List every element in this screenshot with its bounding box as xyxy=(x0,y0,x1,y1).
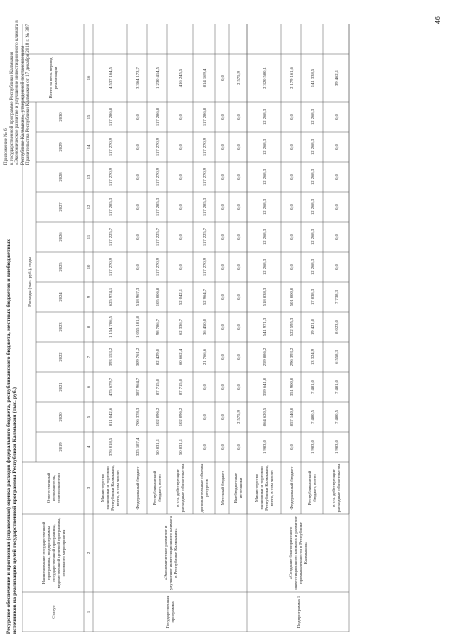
header-year: 2024 xyxy=(57,292,63,302)
row-value: 0,0 xyxy=(288,264,294,270)
row-value: 0,0 xyxy=(235,114,241,120)
row-value: 351 900,0 xyxy=(288,377,294,397)
row-value: 7 481,0 xyxy=(309,380,315,394)
row-status: Государственная программа xyxy=(165,595,175,629)
row-value: 0,0 xyxy=(235,144,241,150)
column-number: 3 xyxy=(86,486,91,490)
row-value: 12 268,3 xyxy=(261,168,267,186)
row-value: 6 558,3 xyxy=(333,350,339,364)
row-value: 19 421,0 xyxy=(309,318,315,336)
row-value: 0,0 xyxy=(333,114,339,120)
row-value: 522 595,3 xyxy=(288,317,294,337)
row-value: 52 964,7 xyxy=(201,288,207,306)
column-number: 12 xyxy=(86,204,91,210)
row-value: 117 270,9 xyxy=(154,137,160,157)
row-value: 2 575,9 xyxy=(235,410,241,424)
row-value: 12 268,3 xyxy=(261,228,267,246)
column-number: 1 xyxy=(86,610,91,614)
header-total: Всего за весь период реализации xyxy=(48,57,58,99)
row-executor: Республиканский бюджет, всего xyxy=(152,470,162,506)
row-value: 1 230 414,5 xyxy=(154,67,160,89)
row-value: 296 393,2 xyxy=(288,347,294,367)
header-year: 2028 xyxy=(57,172,63,182)
row-value: 0,0 xyxy=(235,384,241,390)
row-value: 0,0 xyxy=(219,384,225,390)
row-value: 475 679,7 xyxy=(107,377,113,397)
header-status: Статус xyxy=(50,605,56,619)
row-value: 8 023,0 xyxy=(333,320,339,334)
row-value: 0,0 xyxy=(288,144,294,150)
row-executor: дополнительные объемы ресурсов xyxy=(199,463,209,513)
row-value: 0,0 xyxy=(219,264,225,270)
row-value: 1 055 101,8 xyxy=(134,316,140,338)
document-title: Ресурсное обеспечение и прогнозная (справочная) оценка расходов федерального бюджета, республиканского бюджета, местных бюджетов и внебюджетных источников на реализацию целей государственной программы Республики Калмыкия (тыс. руб.) xyxy=(6,239,19,634)
column-number: 9 xyxy=(86,295,91,299)
column-number: 13 xyxy=(86,174,91,180)
header-costs-group: Расходы (тыс. руб.), годы xyxy=(26,257,32,307)
row-value: 0,0 xyxy=(219,354,225,360)
row-value: 0,0 xyxy=(235,234,241,240)
row-executor: Федеральный бюджет xyxy=(134,466,140,510)
row-value: 0,0 xyxy=(219,444,225,450)
row-value: 0,0 xyxy=(235,444,241,450)
row-value: 0,0 xyxy=(219,294,225,300)
row-value: 117 285,3 xyxy=(201,197,207,217)
row-value: 416 245,5 xyxy=(177,68,183,88)
column-number: 8 xyxy=(86,325,91,329)
row-value: 0,0 xyxy=(201,414,207,420)
row-value: 82 429,0 xyxy=(154,348,160,366)
row-value: 0,0 xyxy=(219,204,225,210)
row-value: 39 462,1 xyxy=(333,69,339,87)
row-value: 0,0 xyxy=(235,204,241,210)
row-value: 7 738,3 xyxy=(333,290,339,304)
header-executor: Ответственный исполнитель, соисполнители xyxy=(45,472,61,504)
row-value: 105 006,8 xyxy=(154,287,160,307)
row-value: 117 270,9 xyxy=(154,257,160,277)
row-name: «Создание благоприятного инвестиционного климата и развитие промышленности в Республике Калмыкия» xyxy=(288,516,308,590)
appendix-line: Республике Калмыкия», утвержденной постановлением xyxy=(20,45,26,165)
page-number: 46 xyxy=(435,16,442,24)
row-value: 12 268,3 xyxy=(309,108,315,126)
row-value: 0,0 xyxy=(134,174,140,180)
row-value: 0,0 xyxy=(333,264,339,270)
header-year: 2026 xyxy=(57,232,63,242)
appendix-line: Приложение № 6 xyxy=(4,128,9,165)
row-value: 0,0 xyxy=(177,204,183,210)
row-value: 50 831,1 xyxy=(154,438,160,456)
header-name: Наименование государственной программы, подпрограммы государственной программы, ведомственной целевой программы, основного мероприятия xyxy=(40,517,66,589)
row-value: 0,0 xyxy=(134,204,140,210)
row-value: 0,0 xyxy=(134,264,140,270)
row-value: 0,0 xyxy=(333,204,339,210)
row-value: 0,0 xyxy=(177,174,183,180)
row-value: 325 187,4 xyxy=(134,437,140,457)
row-value: 2 179 161,6 xyxy=(288,67,294,89)
row-value: 117 225,7 xyxy=(201,227,207,247)
row-value: 7 481,0 xyxy=(333,380,339,394)
row-executor: в т.ч. действующие расходные обязательства xyxy=(175,463,185,513)
appendix-line: Правительства Республики Калмыкия от 17 декабря 2018 г. № 387 xyxy=(26,23,32,165)
row-value: 0,0 xyxy=(201,444,207,450)
row-value: 706 378,3 xyxy=(134,407,140,427)
row-value: 0,0 xyxy=(219,324,225,330)
row-value: 359 641,0 xyxy=(261,377,267,397)
row-value: 0,0 xyxy=(235,354,241,360)
row-value: 102 096,2 xyxy=(177,407,183,427)
row-executor: Внебюджетные источники xyxy=(233,472,243,504)
column-number: 4 xyxy=(86,445,91,449)
row-value: 811 042,6 xyxy=(107,407,113,427)
row-value: 2 320 580,1 xyxy=(261,67,267,89)
row-value: 12 268,3 xyxy=(309,228,315,246)
appendix-line: к государственной программе Республики Калмыкия xyxy=(9,51,15,165)
row-value: 21 766,6 xyxy=(201,348,207,366)
row-value: 0,0 xyxy=(288,174,294,180)
row-value: 117 270,9 xyxy=(107,137,113,157)
row-value: 0,0 xyxy=(177,114,183,120)
row-value: 117 286,8 xyxy=(201,107,207,127)
row-value: 0,0 xyxy=(288,234,294,240)
row-value: 0,0 xyxy=(134,234,140,240)
row-value: 0,0 xyxy=(219,414,225,420)
column-number: 7 xyxy=(86,355,91,359)
row-value: 625 974,1 xyxy=(107,287,113,307)
row-value: 3 364 173,7 xyxy=(134,67,140,89)
row-value: 501 000,0 xyxy=(288,287,294,307)
row-value: 102 096,2 xyxy=(154,407,160,427)
appendix-line: «Экономическое развитие и улучшение инвестиционного климата в xyxy=(15,20,21,165)
row-value: 12 268,3 xyxy=(261,138,267,156)
row-value: 518 967,3 xyxy=(134,287,140,307)
column-number: 2 xyxy=(86,551,91,555)
header-year: 2023 xyxy=(57,322,63,332)
row-value: 13 324,9 xyxy=(309,348,315,366)
row-value: 4 537 164,5 xyxy=(107,67,113,89)
row-value: 117 270,9 xyxy=(201,167,207,187)
row-value: 62 336,7 xyxy=(177,318,183,336)
row-value: 1 154 706,5 xyxy=(107,316,113,338)
row-value: 52 042,1 xyxy=(177,288,183,306)
row-value: 12 268,3 xyxy=(309,198,315,216)
row-value: 387 964,7 xyxy=(134,377,140,397)
row-value: 814 169,4 xyxy=(201,68,207,88)
row-value: 117 286,8 xyxy=(107,107,113,127)
header-year: 2022 xyxy=(57,352,63,362)
row-value: 376 018,5 xyxy=(107,437,113,457)
column-number: 15 xyxy=(86,114,91,120)
row-executor: Местный бюджет xyxy=(219,470,225,506)
row-value: 0,0 xyxy=(219,114,225,120)
row-value: 117 286,8 xyxy=(154,107,160,127)
row-value: 117 270,9 xyxy=(154,167,160,187)
row-value: 0,0 xyxy=(219,75,225,81)
row-value: 0,0 xyxy=(219,174,225,180)
row-value: 12 268,3 xyxy=(261,258,267,276)
row-value: 0,0 xyxy=(288,444,294,450)
row-value: 309 761,2 xyxy=(134,347,140,367)
row-value: 0,0 xyxy=(333,144,339,150)
row-value: 117 270,9 xyxy=(201,137,207,157)
row-value: 0,0 xyxy=(134,144,140,150)
row-value: 12 268,3 xyxy=(309,168,315,186)
row-value: 259 886,2 xyxy=(261,347,267,367)
row-executor: Республиканский бюджет, всего xyxy=(307,470,317,506)
row-value: 0,0 xyxy=(288,114,294,120)
row-value: 12 268,3 xyxy=(261,108,267,126)
row-value: 7 480,5 xyxy=(309,410,315,424)
row-value: 518 838,3 xyxy=(261,287,267,307)
row-value: 1 983,0 xyxy=(309,440,315,454)
row-value: 17 838,3 xyxy=(309,288,315,306)
header-year: 2029 xyxy=(57,142,63,152)
header-year: 2030 xyxy=(57,112,63,122)
column-number: 5 xyxy=(86,415,91,419)
column-number: 10 xyxy=(86,264,91,270)
row-value: 117 270,9 xyxy=(107,167,113,187)
row-value: 7 480,5 xyxy=(333,410,339,424)
row-value: 117 270,9 xyxy=(107,257,113,277)
row-value: 36 450,0 xyxy=(201,318,207,336)
row-value: 60 662,4 xyxy=(177,348,183,366)
row-value: 0,0 xyxy=(177,264,183,270)
row-value: 541 971,3 xyxy=(261,317,267,337)
row-value: 117 225,7 xyxy=(154,227,160,247)
row-value: 0,0 xyxy=(333,174,339,180)
row-value: 857 140,0 xyxy=(288,407,294,427)
header-year: 2019 xyxy=(57,442,63,452)
row-value: 87 715,0 xyxy=(154,378,160,396)
row-value: 393 153,2 xyxy=(107,347,113,367)
header-year: 2027 xyxy=(57,202,63,212)
row-value: 0,0 xyxy=(134,114,140,120)
row-value: 0,0 xyxy=(333,234,339,240)
row-executor: Федеральный бюджет xyxy=(288,466,294,510)
column-number: 11 xyxy=(86,234,91,240)
row-value: 12 268,3 xyxy=(309,258,315,276)
row-value: 0,0 xyxy=(235,174,241,180)
row-value: 12 268,3 xyxy=(309,138,315,156)
row-value: 0,0 xyxy=(235,264,241,270)
row-executor: Министерство экономики и торговли Республики Калмыкия, всего, в том числе: xyxy=(100,465,120,511)
row-value: 87 715,0 xyxy=(177,378,183,396)
row-value: 1 983,0 xyxy=(333,440,339,454)
row-value: 117 270,9 xyxy=(201,257,207,277)
row-executor: Министерство экономики и торговли Республики Калмыкия, всего, в том числе: xyxy=(254,465,274,511)
row-value: 0,0 xyxy=(288,204,294,210)
row-status: Подпрограмма 1 xyxy=(295,595,301,629)
row-value: 0,0 xyxy=(235,294,241,300)
row-value: 12 268,3 xyxy=(261,198,267,216)
column-number: 14 xyxy=(86,144,91,150)
row-value: 0,0 xyxy=(177,144,183,150)
row-executor: в т.ч. действующие расходные обязательства xyxy=(331,463,341,513)
column-number: 16 xyxy=(86,75,91,81)
column-number: 6 xyxy=(86,385,91,389)
header-year: 2020 xyxy=(57,412,63,422)
row-value: 141 338,5 xyxy=(309,68,315,88)
row-value: 117 285,3 xyxy=(107,197,113,217)
row-value: 98 786,7 xyxy=(154,318,160,336)
row-value: 0,0 xyxy=(201,384,207,390)
row-value: 117 285,3 xyxy=(154,197,160,217)
row-value: 0,0 xyxy=(219,144,225,150)
header-year: 2025 xyxy=(57,262,63,272)
resource-table xyxy=(22,24,422,632)
row-value: 0,0 xyxy=(177,234,183,240)
row-value: 864 620,5 xyxy=(261,407,267,427)
row-name: «Экономическое развитие и улучшение инвестиционного климата в Республике Калмыкия» xyxy=(162,516,178,590)
row-value: 50 831,1 xyxy=(177,438,183,456)
row-value: 1 983,0 xyxy=(261,440,267,454)
row-value: 117 225,7 xyxy=(107,227,113,247)
row-value: 2 575,9 xyxy=(235,71,241,85)
row-value: 0,0 xyxy=(219,234,225,240)
header-year: 2021 xyxy=(57,382,63,392)
row-value: 0,0 xyxy=(235,324,241,330)
